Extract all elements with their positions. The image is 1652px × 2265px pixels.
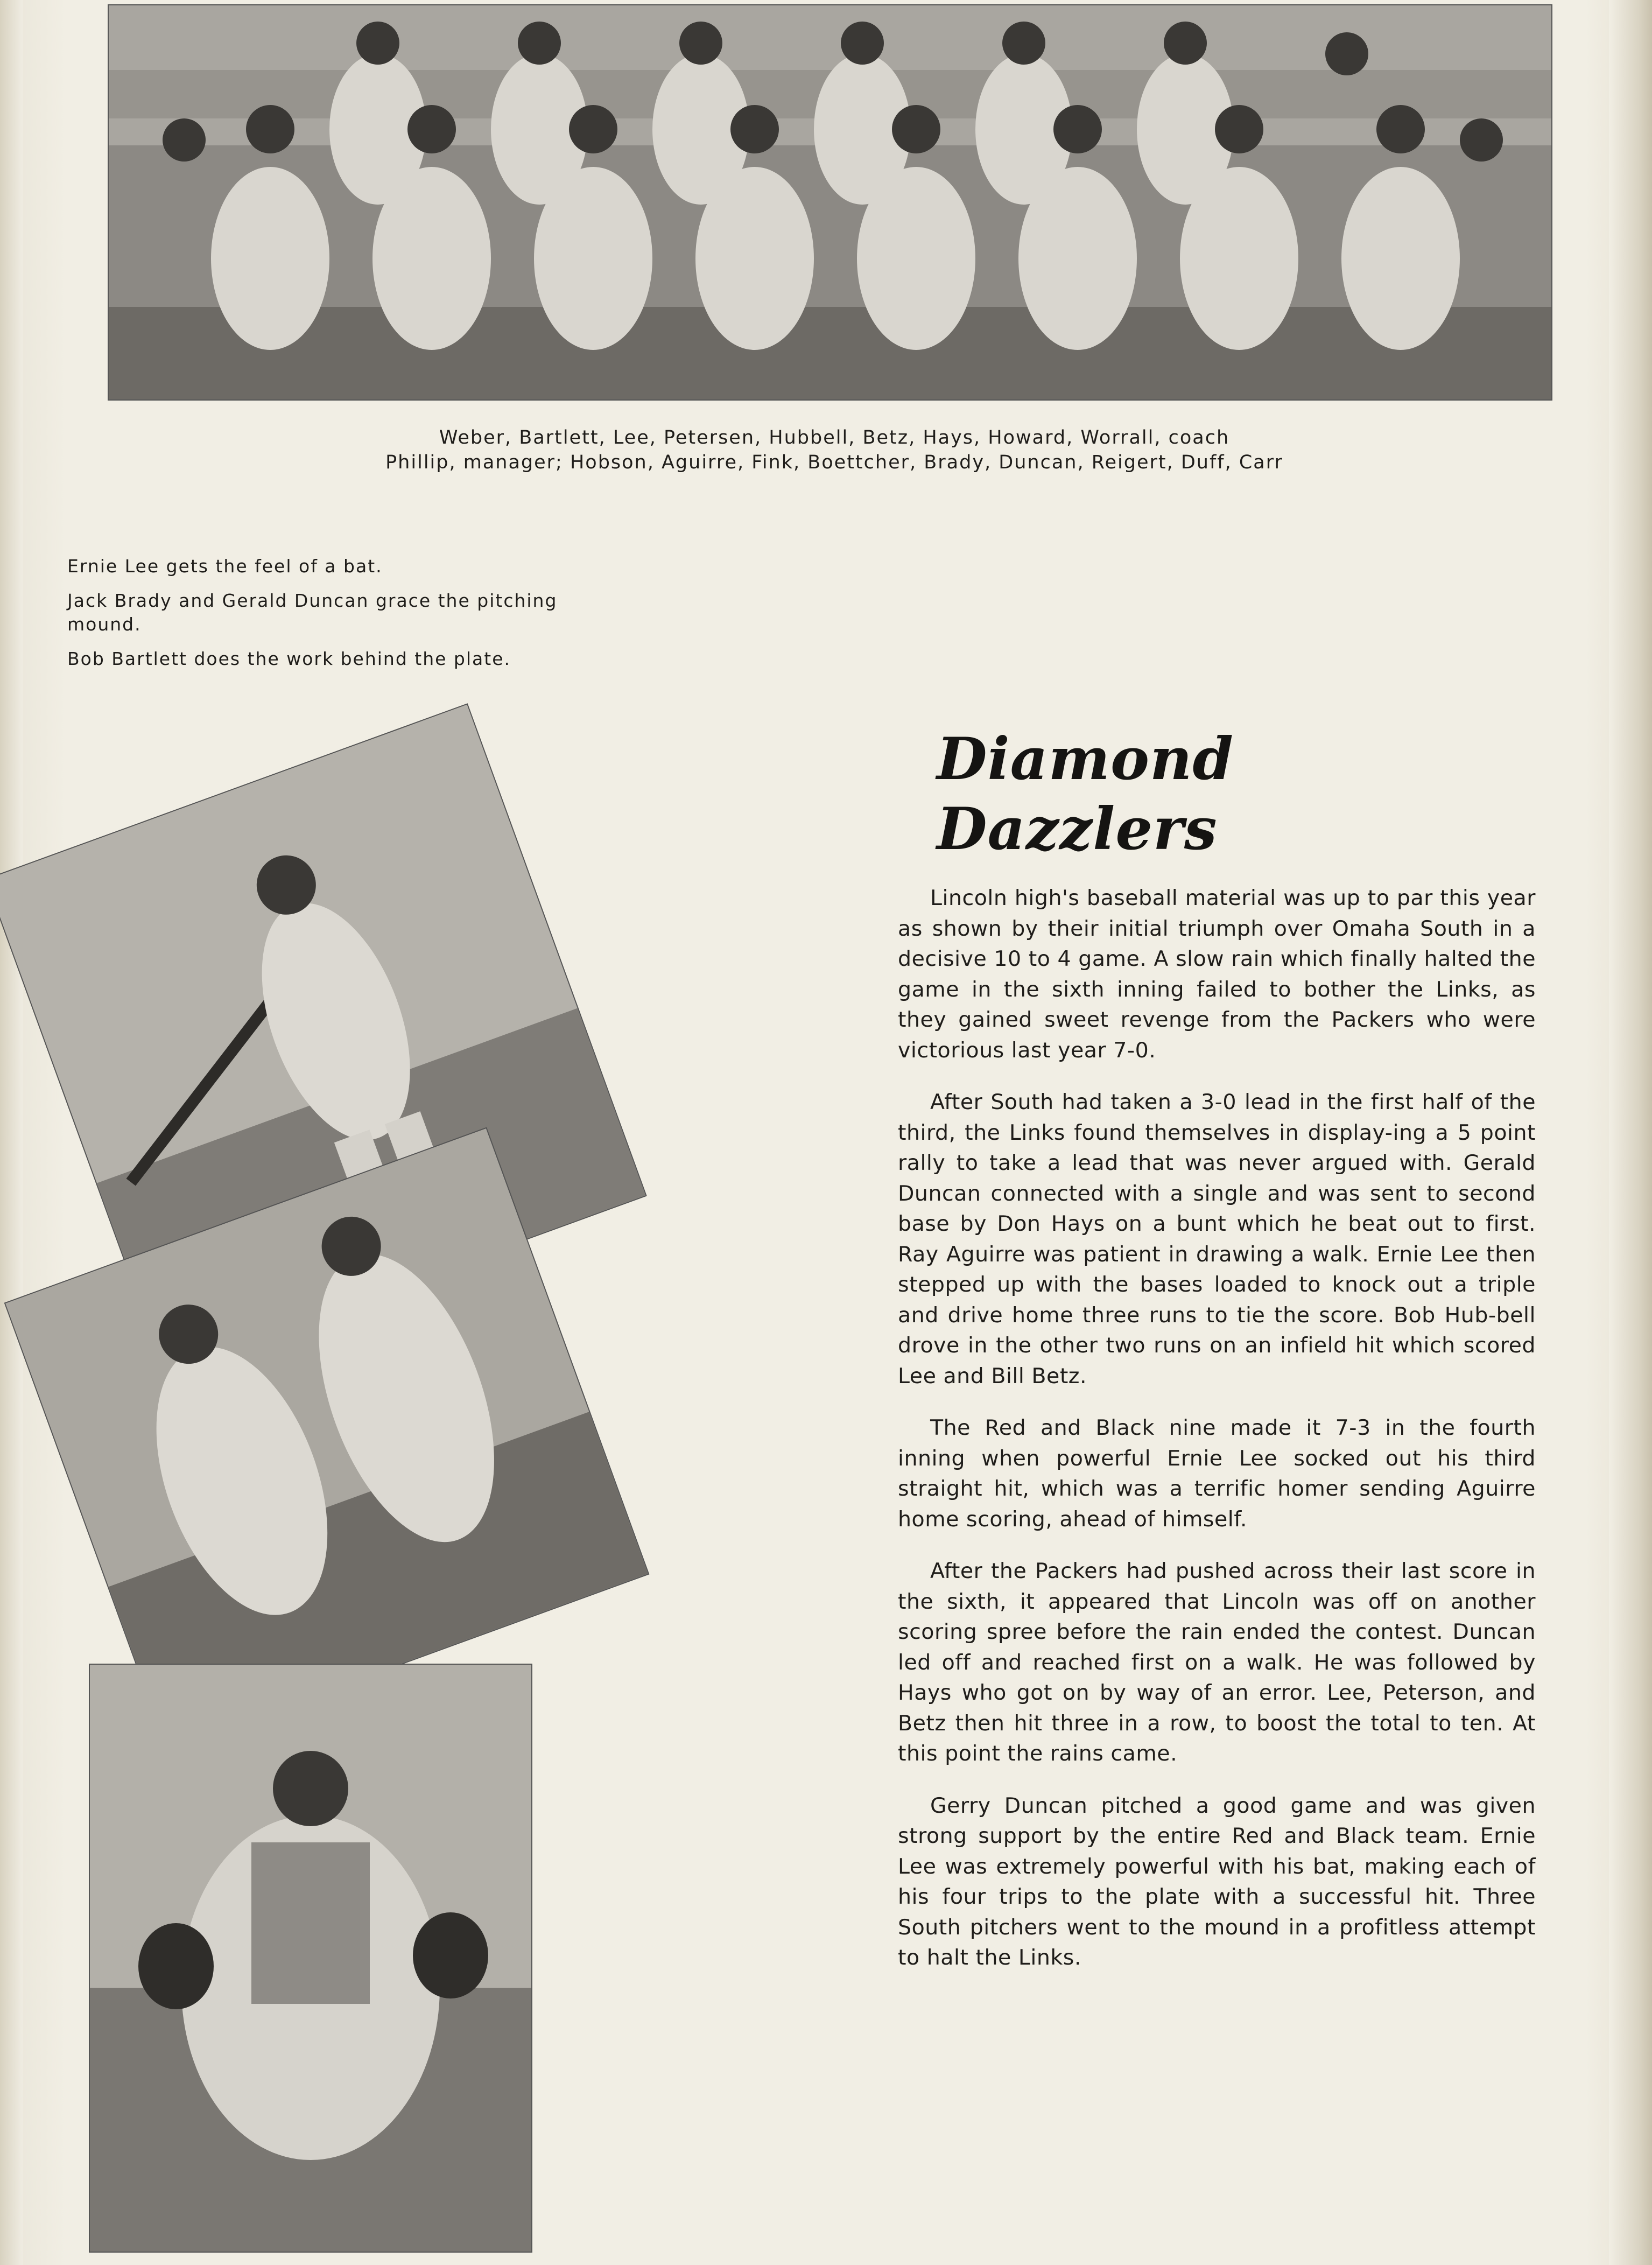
page-edge — [1609, 0, 1652, 2265]
binding-edge — [0, 0, 23, 2265]
photo-captions — [67, 555, 627, 682]
article-paragraph: After South had taken a 3-0 lead in the first half of the third, the Links found themselves in display-ing a 5 point rally to take a lead that was never argued with. Gerald Duncan connected with a single and was sent to second base by Don Hays on a bunt which he beat out to first. Ray Aguirre was patient in drawing a walk. Ernie Lee then stepped up with the bases loaded to knock out a triple and drive home three runs to tie the score. Bob Hub-bell drove in the other two runs on an infield hit which scored Lee and Bill Betz. — [898, 1090, 1536, 1389]
batter-caption: Ernie Lee gets the feel of a bat. — [67, 556, 383, 577]
article-paragraph: Gerry Duncan pitched a good game and was given strong support by the entire Red and Black team. Ernie Lee was extremely powerful with his bat, making each of his four trips to the plate with a successful hit. Three South pitchers went to the mound in a profitless attempt to halt the Links. — [898, 1793, 1536, 1970]
article-body — [898, 883, 1536, 1995]
team-caption-line-2: Phillip, manager; Hobson, Aguirre, Fink, Boettcher, Brady, Duncan, Reigert, Duff, Carr — [385, 452, 1283, 473]
team-photo — [108, 4, 1552, 401]
article-title: Diamond Dazzlers — [937, 725, 1234, 863]
article-paragraph: The Red and Black nine made it 7-3 in the fourth inning when powerful Ernie Lee socked out his third straight hit, which was a terrific homer sending Aguirre home scoring, ahead of himself. — [898, 1415, 1536, 1532]
team-photo-caption — [215, 425, 1453, 475]
pitchers-caption: Jack Brady and Gerald Duncan grace the pitching mound. — [67, 590, 558, 635]
article-paragraph: Lincoln high's baseball material was up to par this year as shown by their initial triumph over Omaha South in a decisive 10 to 4 game. A slow rain which finally halted the game in the sixth inning failed to bother the Links, as they gained sweet revenge from the Packers who were victorious last year 7-0. — [898, 886, 1536, 1063]
article-paragraph: After the Packers had pushed across their last score in the sixth, it appeared that Lincoln was off on another scoring spree before the rain ended the contest. Duncan led off and reached first on a walk. He was followed by Hays who got on by way of an error. Lee, Peterson, and Betz then hit three in a row, to boost the total to ten. At this point the rains came. — [898, 1559, 1536, 1766]
team-caption-line-1: Weber, Bartlett, Lee, Petersen, Hubbell, Betz, Hays, Howard, Worrall, coach — [439, 427, 1230, 448]
catcher-photo — [89, 1664, 532, 2253]
catcher-caption: Bob Bartlett does the work behind the plate. — [67, 648, 511, 669]
